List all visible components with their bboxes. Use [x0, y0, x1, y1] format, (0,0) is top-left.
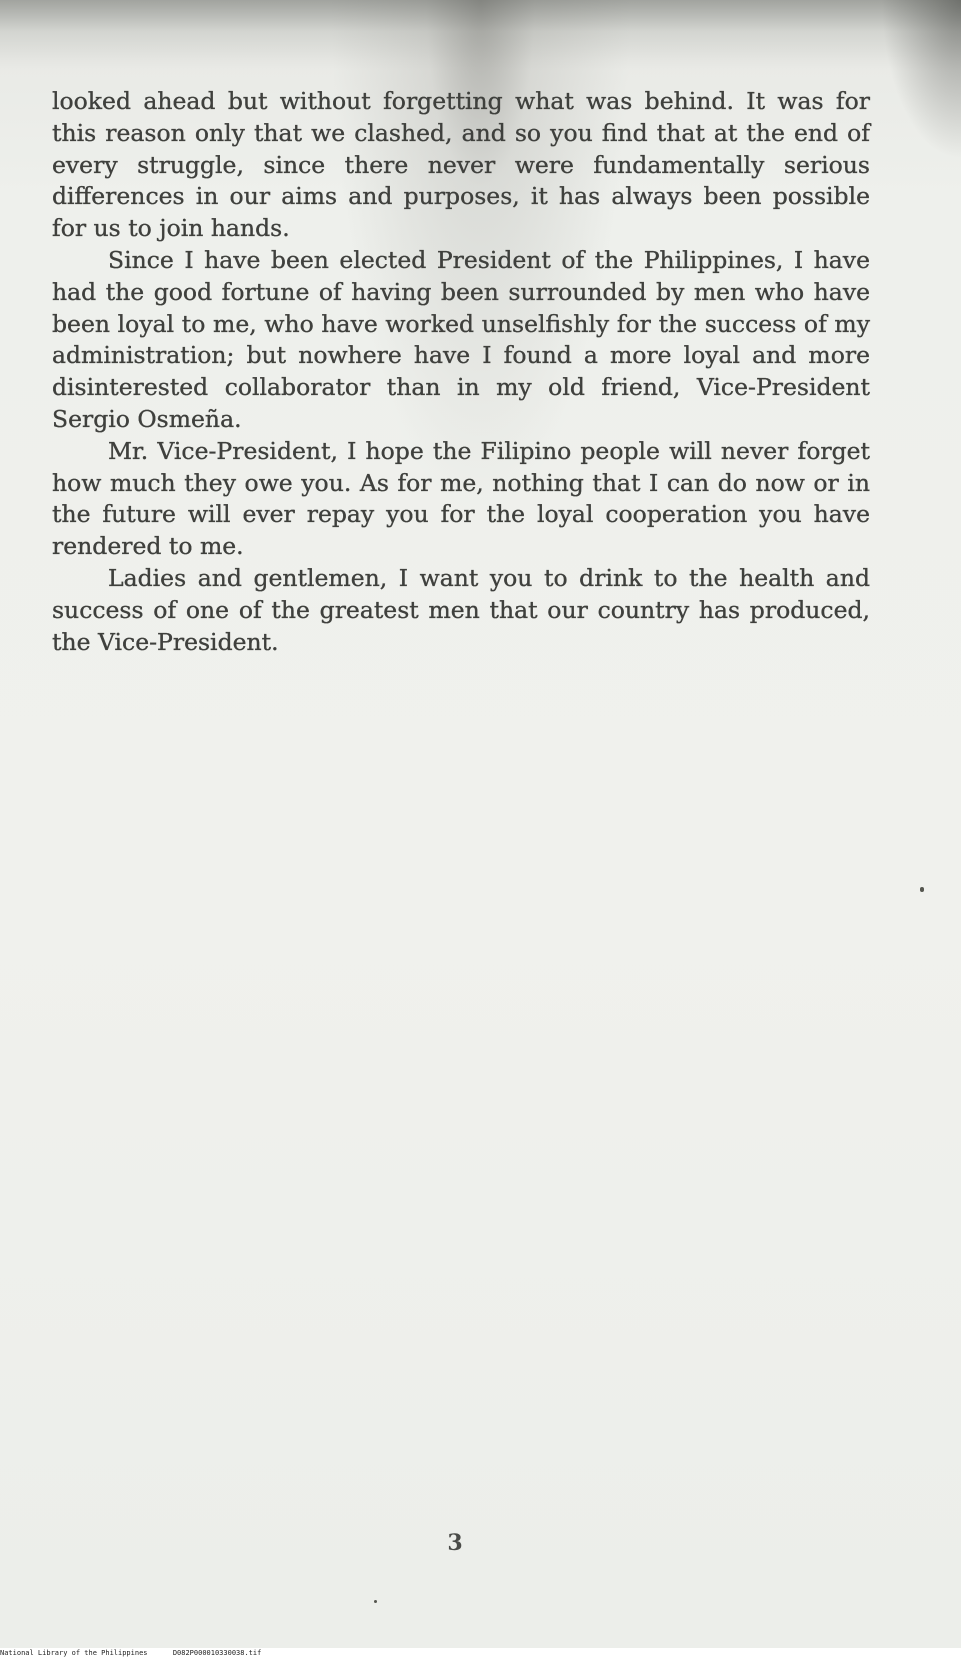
page-corner-shadow [881, 0, 961, 160]
dust-speck [920, 887, 924, 892]
paragraph-president-elected: Since I have been elected President of the Philippines, I have had the good fortune of having been surrounded by men who have been loyal to me, who have worked unselfishly for the success of my administration; but nowhere have I found a more loyal and more disinterested collaborator than in my old friend, Vice-President Sergio Osmeña. [52, 245, 870, 433]
page-number: 3 [447, 1530, 463, 1556]
page-top-shadow [0, 0, 961, 70]
footer-file-id: D082P000010330038.tif [172, 1649, 262, 1657]
paragraph-vice-president: Mr. Vice-President, I hope the Filipino people will never forget how much they owe you. As for me, nothing that I can do now or in the future will ever repay you for the loyal cooperation you have rendered to me. [52, 436, 870, 561]
speech-text [52, 86, 870, 658]
paragraph-toast: Ladies and gentlemen, I want you to drink to the health and success of one of the greatest men that our country has produced, the Vice-President. [52, 563, 870, 656]
footer-source: National Library of the Philippines [0, 1649, 148, 1657]
paragraph-continuation: looked ahead but without forgetting what was behind. It was for this reason only that we clashed, and so you find that at the end of every struggle, since there never were fundamentally serious differences in our aims and purposes, it has always been possible for us to join hands. [52, 87, 870, 243]
dust-speck [374, 1600, 377, 1603]
scan-footer [0, 1648, 261, 1658]
